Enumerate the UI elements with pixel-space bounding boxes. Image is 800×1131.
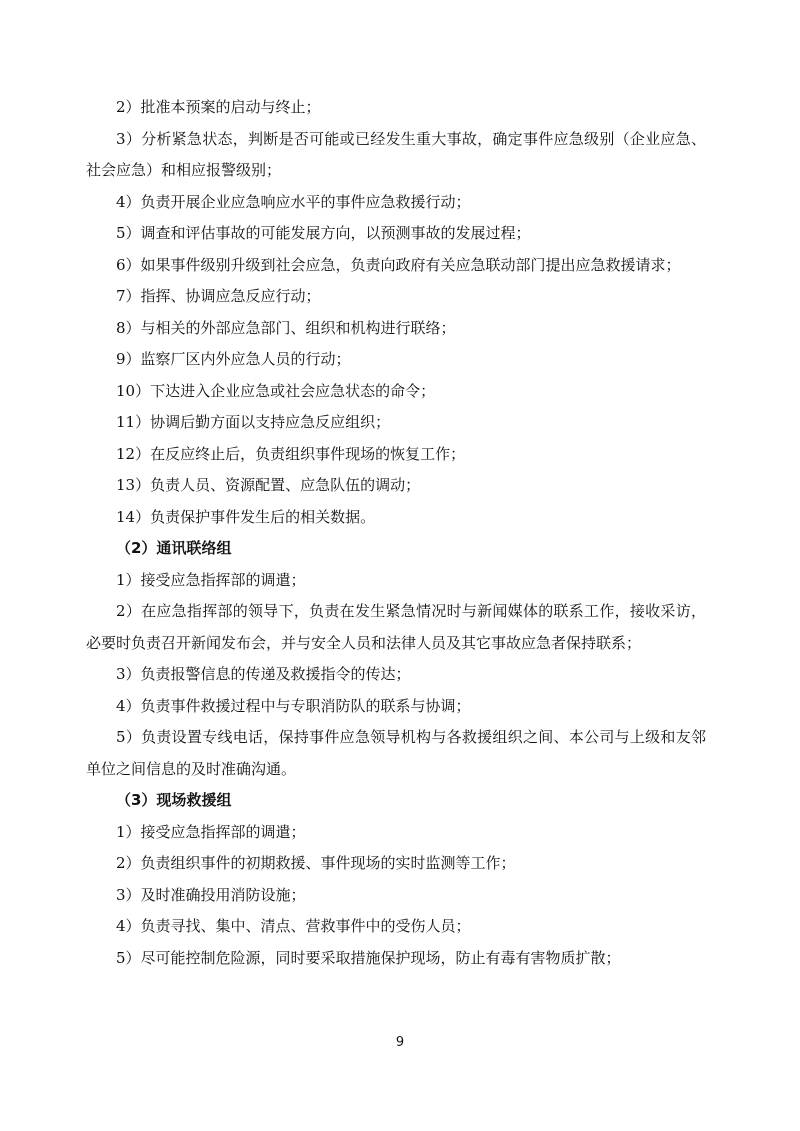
paragraph: 3）负责报警信息的传递及救援指令的传达； [116,665,411,683]
section-heading: （2）通讯联络组 [116,539,232,557]
paragraph: 5）负责设置专线电话，保持事件应急领导机构与各救援组织之间、本公司与上级和友邻单位之间信息的及时准确沟通。 [86,728,706,778]
paragraph: 1）接受应急指挥部的调遣； [116,822,306,841]
paragraph: 2）负责组织事件的初期救援、事件现场的实时监测等工作； [116,854,516,872]
paragraph: 12）在反应终止后，负责组织事件现场的恢复工作； [116,444,466,463]
paragraph: 7）指挥、协调应急反应行动； [116,287,321,305]
paragraph: 9）监察厂区内外应急人员的行动； [116,350,351,368]
paragraph: 13）负责人员、资源配置、应急队伍的调动； [116,476,421,494]
paragraph: 10）下达进入企业应急或社会应急状态的命令； [116,381,436,400]
paragraph: 2）在应急指挥部的领导下，负责在发生紧急情况时与新闻媒体的联系工作，接收采访，必要时负责召开新闻发布会，并与安全人员和法律人员及其它事故应急者保持联系； [86,602,706,652]
document-body [86,92,706,974]
paragraph: 6）如果事件级别升级到社会应急，负责向政府有关应急联动部门提出应急救援请求； [116,255,681,274]
paragraph: 14）负责保护事件发生后的相关数据。 [116,507,376,526]
paragraph: 2）批准本预案的启动与终止； [116,98,321,116]
paragraph: 4）负责寻找、集中、清点、营救事件中的受伤人员； [116,917,471,935]
paragraph: 1）接受应急指挥部的调遣； [116,570,306,589]
paragraph: 4）负责事件救援过程中与专职消防队的联系与协调； [116,696,471,715]
paragraph: 5）尽可能控制危险源，同时要采取措施保护现场，防止有毒有害物质扩散； [116,948,621,967]
section-heading: （3）现场救援组 [116,791,232,809]
paragraph: 3）分析紧急状态，判断是否可能或已经发生重大事故，确定事件应急级别（企业应急、社会应急）和相应报警级别； [86,129,706,179]
paragraph: 8）与相关的外部应急部门、组织和机构进行联络； [116,318,456,337]
page-number: 9 [395,1035,405,1050]
paragraph: 3）及时准确投用消防设施； [116,885,306,904]
paragraph: 11）协调后勤方面以支持应急反应组织； [116,413,391,431]
paragraph: 5）调查和评估事故的可能发展方向，以预测事故的发展过程； [116,224,531,242]
paragraph: 4）负责开展企业应急响应水平的事件应急救援行动； [116,192,471,211]
